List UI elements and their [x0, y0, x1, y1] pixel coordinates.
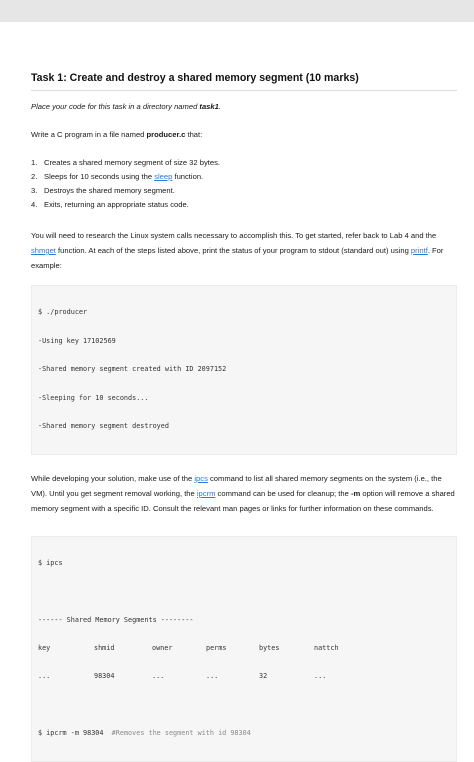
- dev-text-2: command to list all shared memory segments on the system (i.e., the VM). Until you get segment removal working, the: [31, 473, 442, 498]
- printf-link[interactable]: printf: [410, 246, 428, 255]
- research-text-2: function. At each of the steps listed above, print the status of your program to stdout (standard out) using: [55, 246, 411, 255]
- cell-key: ...: [38, 671, 51, 680]
- development-paragraph: [31, 471, 457, 516]
- option-flag: -m: [350, 488, 361, 498]
- sleep-link[interactable]: sleep: [154, 172, 173, 181]
- file-name: producer.c: [146, 130, 186, 139]
- ipcrm-comment: #Removes the segment with id 98304: [111, 728, 251, 737]
- col-shmid: shmid: [94, 643, 115, 652]
- directory-name: task1: [199, 102, 219, 111]
- step-number: 4.: [31, 200, 38, 209]
- col-owner: owner: [152, 643, 173, 652]
- ipcs-code-block: [31, 536, 457, 762]
- steps-list: [31, 156, 457, 212]
- column-headers: [38, 642, 450, 654]
- step-text-after: function.: [172, 172, 204, 181]
- research-text-3: . For example:: [31, 246, 444, 270]
- col-bytes: bytes: [259, 643, 280, 652]
- page-title: Task 1: Create and destroy a shared memory segment (10 marks): [31, 72, 457, 91]
- segments-header: ------ Shared Memory Segments --------: [38, 615, 194, 624]
- blank-line: [38, 698, 450, 711]
- research-paragraph: [31, 228, 457, 273]
- dev-text-3: command can be used for cleanup; the: [215, 488, 351, 498]
- step-text: Exits, returning an appropriate status code.: [44, 200, 189, 209]
- intro-prefix: Write a C program in a file named: [31, 130, 147, 139]
- step-number: 1.: [31, 158, 38, 167]
- intro-suffix: that:: [185, 130, 203, 139]
- document-page: [31, 72, 457, 762]
- col-perms: perms: [206, 643, 227, 652]
- ipcrm-line: [38, 727, 450, 739]
- cell-shmid: 98304: [94, 671, 115, 680]
- code-line: -Sleeping for 10 seconds...: [38, 393, 149, 402]
- code-line: $ ./producer: [38, 308, 88, 316]
- list-item: [31, 198, 457, 212]
- table-row: [38, 670, 450, 682]
- cell-nattch: ...: [314, 671, 327, 680]
- dev-text-4: option will remove a shared memory segment with a specific ID. Consult the relevant man pages or links for further information on these commands.: [31, 488, 455, 513]
- list-item: [31, 170, 457, 184]
- list-item: [31, 156, 457, 170]
- step-text: Destroys the shared memory segment.: [44, 186, 175, 195]
- intro-paragraph: [31, 128, 457, 142]
- code-line: -Shared memory segment created with ID 2097152: [38, 365, 227, 373]
- blank-line: [38, 585, 450, 598]
- ipcrm-link[interactable]: ipcrm: [196, 488, 216, 498]
- cell-bytes: 32: [259, 671, 268, 680]
- list-item: [31, 184, 457, 198]
- shmget-link[interactable]: shmget: [31, 246, 56, 255]
- placement-suffix: .: [218, 102, 221, 111]
- cell-owner: ...: [152, 671, 165, 680]
- step-number: 3.: [31, 186, 38, 195]
- example-output-block: [31, 285, 457, 455]
- col-key: key: [38, 643, 51, 652]
- step-number: 2.: [31, 172, 38, 181]
- step-text: [44, 170, 203, 184]
- ipcrm-command: $ ipcrm -m 98304: [38, 728, 104, 737]
- placement-note: [31, 100, 457, 114]
- research-text-1: You will need to research the Linux system calls necessary to accomplish this. To get started, refer back to Lab 4 and the: [31, 231, 437, 240]
- top-bar: [0, 0, 474, 22]
- step-text-before: Sleeps for 10 seconds using the: [44, 172, 155, 181]
- cell-perms: ...: [206, 671, 219, 680]
- placement-prefix: Place your code for this task in a directory named: [31, 102, 200, 111]
- code-line: -Shared memory segment destroyed: [38, 422, 169, 430]
- col-nattch: nattch: [314, 643, 339, 652]
- ipcs-link[interactable]: ipcs: [194, 473, 208, 483]
- step-text: Creates a shared memory segment of size 32 bytes.: [44, 158, 221, 167]
- dev-text-1: While developing your solution, make use of the: [31, 473, 195, 483]
- ipcs-command: $ ipcs: [38, 558, 63, 567]
- code-line: -Using key 17102569: [38, 336, 116, 345]
